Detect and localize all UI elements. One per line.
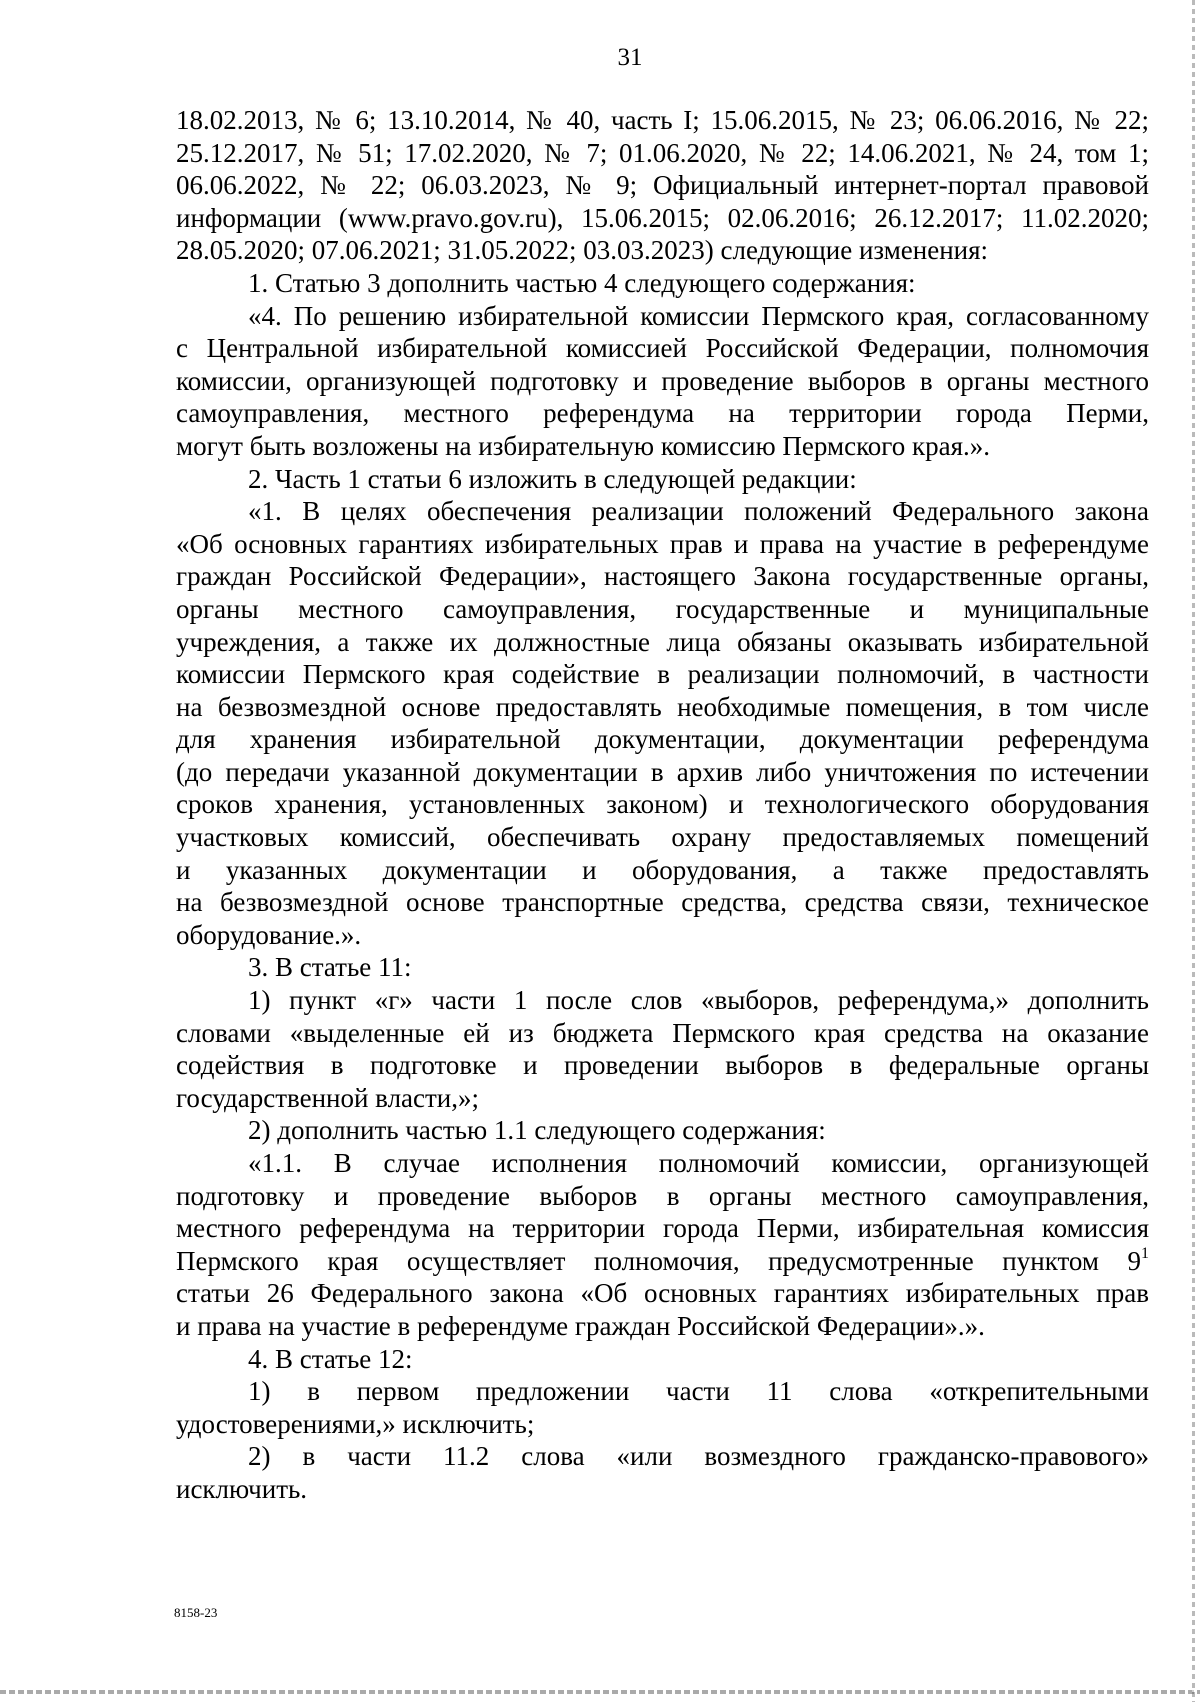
text-line: «Об основных гарантиях избирательных прав и права на участие в референдуме [176,528,1149,559]
paragraph-start: 1) пункт «г» части 1 после слов «выборов, референдума,» дополнить [248,985,1149,1016]
text-line: оборудование.». [176,919,362,950]
document-code: 8158-23 [174,1605,218,1620]
text-line: на безвозмездной основе транспортные средства, средства связи, техническое [176,887,1149,918]
text-line: и права на участие в референдуме граждан Российской Федерации».». [176,1310,985,1341]
text-line: самоуправления, местного референдума на территории города Перми, [176,398,1149,429]
text-line: и указанных документации и оборудования, а также предоставлять [176,854,1149,885]
paragraph-start: «1.1. В случае исполнения полномочий комиссии, организующей [248,1148,1149,1178]
text-line: (до передачи указанной документации в архив либо уничтожения по истечении [176,756,1149,787]
paragraph-start: 2) в части 11.2 слова «или возмездного гражданско-правового» [248,1441,1149,1472]
text-line: государственной власти,»; [176,1082,480,1113]
text-line: местного референдума на территории города Перми, избирательная комиссия [176,1213,1149,1244]
text-line: с Центральной избирательной комиссией Российской Федерации, полномочия [176,333,1149,364]
text-line: для хранения избирательной документации, документации референдума [176,724,1149,755]
text-line: комиссии Пермского края содействие в реализации полномочий, в частности [176,659,1149,690]
scan-edge-bottom [0,1690,1200,1694]
paragraph-start: 1. Статью 3 дополнить частью 4 следующего содержания: [248,267,916,298]
text-line-content: Пермского края осуществляет полномочия, предусмотренные пунктом 9 [176,1245,1141,1276]
text-line: исключить. [176,1473,308,1504]
page-number: 31 [617,44,643,71]
text-line: могут быть возложены на избирательную комиссию Пермского края.». [176,430,990,461]
paragraph-start: 4. В статье 12: [248,1343,413,1374]
paragraph-start: «4. По решению избирательной комиссии Пермского края, согласованному [248,300,1149,331]
text-line: подготовку и проведение выборов в органы местного самоуправления, [176,1180,1149,1211]
text-line-with-superscript [176,1245,1149,1278]
text-line: участковых комиссий, обеспечивать охрану предоставляемых помещений [176,822,1149,853]
superscript: 1 [1141,1244,1149,1262]
text-line: комиссии, организующей подготовку и проведение выборов в органы местного [176,365,1149,396]
text-line: граждан Российской Федерации», настоящего Закона государственные органы, [176,561,1149,592]
paragraph-start: 2. Часть 1 статьи 6 изложить в следующей редакции: [248,463,857,494]
text-line: статьи 26 Федерального закона «Об основных гарантиях избирательных прав [176,1278,1149,1309]
paragraph-start: 1) в первом предложении части 11 слова «открепительными [248,1376,1149,1407]
text-line: словами «выделенные ей из бюджета Пермского края средства на оказание [176,1017,1149,1048]
text-line: 06.06.2022, № 22; 06.03.2023, № 9; Официальный интернет-портал правовой [176,170,1149,201]
paragraph-start: 3. В статье 11: [248,952,412,983]
document-body [176,104,1149,1506]
paragraph-start: «1. В целях обеспечения реализации положений Федерального закона [248,496,1149,527]
text-line: 18.02.2013, № 6; 13.10.2014, № 40, часть I; 15.06.2015, № 23; 06.06.2016, № 22; [176,105,1149,135]
text-line: сроков хранения, установленных законом) и технологического оборудования [176,789,1149,820]
text-line: 25.12.2017, № 51; 17.02.2020, № 7; 01.06.2020, № 22; 14.06.2021, № 24, том 1; [176,137,1149,168]
text-line: удостоверениями,» исключить; [176,1408,535,1439]
scan-edge-right [1192,0,1195,1702]
paragraph-start: 2) дополнить частью 1.1 следующего содержания: [248,1115,826,1146]
text-line: на безвозмездной основе предоставлять необходимые помещения, в том числе [176,691,1149,722]
text-line: учреждения, а также их должностные лица обязаны оказывать избирательной [176,626,1149,657]
text-line: органы местного самоуправления, государственные и муниципальные [176,593,1149,624]
text-line: содействия в подготовке и проведении выборов в федеральные органы [176,1050,1149,1081]
text-line: 28.05.2020; 07.06.2021; 31.05.2022; 03.03.2023) следующие изменения: [176,235,989,266]
text-line: информации (www.pravo.gov.ru), 15.06.2015; 02.06.2016; 26.12.2017; 11.02.2020; [176,202,1149,233]
